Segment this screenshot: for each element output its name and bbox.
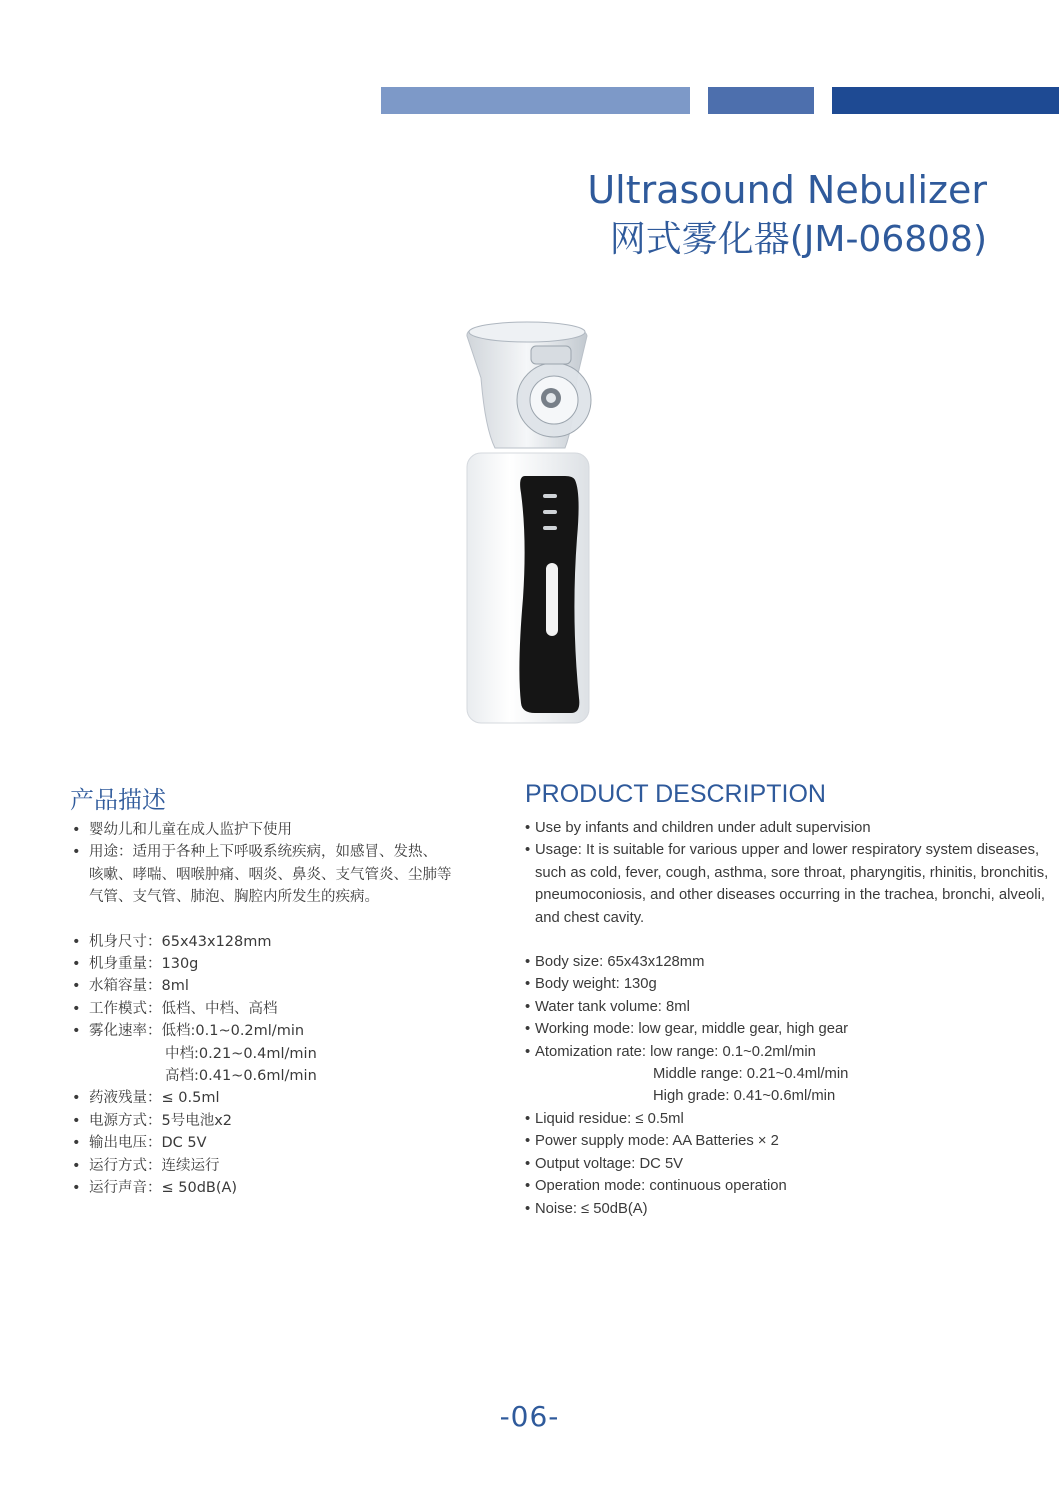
page-number: -06- <box>499 1400 560 1433</box>
bullet: • <box>72 956 81 973</box>
list-item: • 机身重量：130g <box>72 953 492 975</box>
bullet: • <box>72 978 81 995</box>
list-item-continuation: High grade: 0.41~0.6ml/min <box>653 1088 836 1105</box>
list-item: • Water tank volume: 8ml <box>525 996 1055 1018</box>
nebulizer-product-image <box>455 318 610 730</box>
bullet: • <box>72 1112 81 1129</box>
bullet: • <box>525 1133 531 1150</box>
list-item: • Usage: It is suitable for various upper and lower respiratory system diseases, <box>525 839 1055 861</box>
bullet: • <box>72 933 81 950</box>
bullet: • <box>525 976 531 993</box>
list-item-continuation: such as cold, fever, cough, asthma, sore throat, pharyngitis, rhinitis, bronchitis, <box>535 864 1049 881</box>
list-item-continuation: 中档:0.21~0.4ml/min <box>165 1045 317 1062</box>
bullet: • <box>525 842 531 859</box>
bullet: • <box>72 1135 81 1152</box>
bullet: • <box>525 1155 531 1172</box>
list-gap <box>72 909 492 931</box>
list-gap <box>525 929 1055 951</box>
bullet: • <box>525 1200 531 1217</box>
list-item: • 药液残量：≤ 0.5ml <box>72 1087 492 1109</box>
description-list-english <box>525 817 1055 1220</box>
bullet: • <box>525 1043 531 1060</box>
list-item: • 用途：适用于各种上下呼吸系统疾病，如感冒、发热、 <box>72 841 492 863</box>
page-title <box>587 166 987 266</box>
list-item-continuation: Middle range: 0.21~0.4ml/min <box>653 1066 849 1083</box>
list-item: • Working mode: low gear, middle gear, high gear <box>525 1018 1055 1040</box>
list-item: • Liquid residue: ≤ 0.5ml <box>525 1108 1055 1130</box>
list-item: • 运行方式：连续运行 <box>72 1155 492 1177</box>
description-list-chinese <box>72 819 492 1200</box>
bullet: • <box>72 1180 81 1197</box>
list-item-continuation: 气管、支气管、肺泡、胸腔内所发生的疾病。 <box>89 889 379 906</box>
list-item: • Power supply mode: AA Batteries × 2 <box>525 1130 1055 1152</box>
list-item: • Noise: ≤ 50dB(A) <box>525 1198 1055 1220</box>
list-item: • 机身尺寸：65x43x128mm <box>72 931 492 953</box>
bullet: • <box>72 1000 81 1017</box>
header-bar-medium <box>708 87 814 114</box>
list-item-continuation: 咳嗽、哮喘、咽喉肿痛、咽炎、鼻炎、支气管炎、尘肺等 <box>89 866 452 883</box>
bullet: • <box>525 820 531 836</box>
title-english: Ultrasound Nebulizer <box>587 168 987 212</box>
bullet: • <box>72 1157 81 1174</box>
bullet: • <box>72 1090 81 1107</box>
list-item: • 水箱容量：8ml <box>72 975 492 997</box>
list-item-continuation: pneumoconiosis, and other diseases occurring in the trachea, bronchi, alveoli, <box>535 887 1045 904</box>
list-item: • 输出电压：DC 5V <box>72 1132 492 1154</box>
list-item: • 雾化速率：低档:0.1~0.2ml/min <box>72 1020 492 1042</box>
bullet: • <box>72 844 81 861</box>
list-item: • 电源方式：5号电池x2 <box>72 1110 492 1132</box>
bullet: • <box>72 822 81 838</box>
list-item: • Body size: 65x43x128mm <box>525 951 1055 973</box>
header-bar-light <box>381 87 690 114</box>
list-item: • Output voltage: DC 5V <box>525 1153 1055 1175</box>
list-item-continuation: and chest cavity. <box>535 909 645 926</box>
list-item: • Atomization rate: low range: 0.1~0.2ml/min <box>525 1041 1055 1063</box>
list-item: • Body weight: 130g <box>525 973 1055 995</box>
list-item: • Operation mode: continuous operation <box>525 1175 1055 1197</box>
bullet: • <box>525 1110 531 1127</box>
description-heading-chinese: 产品描述 <box>70 786 166 814</box>
list-item: • 工作模式：低档、中档、高档 <box>72 998 492 1020</box>
bullet: • <box>525 1021 531 1038</box>
bullet: • <box>72 1023 81 1040</box>
bullet: • <box>525 954 531 971</box>
bullet: • <box>525 998 531 1015</box>
list-item: • Use by infants and children under adult supervision <box>525 817 1055 839</box>
title-chinese: 网式雾化器(JM-06808) <box>609 219 987 260</box>
bullet: • <box>525 1178 531 1195</box>
description-heading-english: PRODUCT DESCRIPTION <box>525 780 826 808</box>
header-bar-dark <box>832 87 1059 114</box>
list-item: • 运行声音：≤ 50dB(A) <box>72 1177 492 1199</box>
list-item: • 婴幼儿和儿童在成人监护下使用 <box>72 819 492 841</box>
list-item-continuation: 高档:0.41~0.6ml/min <box>165 1068 317 1085</box>
